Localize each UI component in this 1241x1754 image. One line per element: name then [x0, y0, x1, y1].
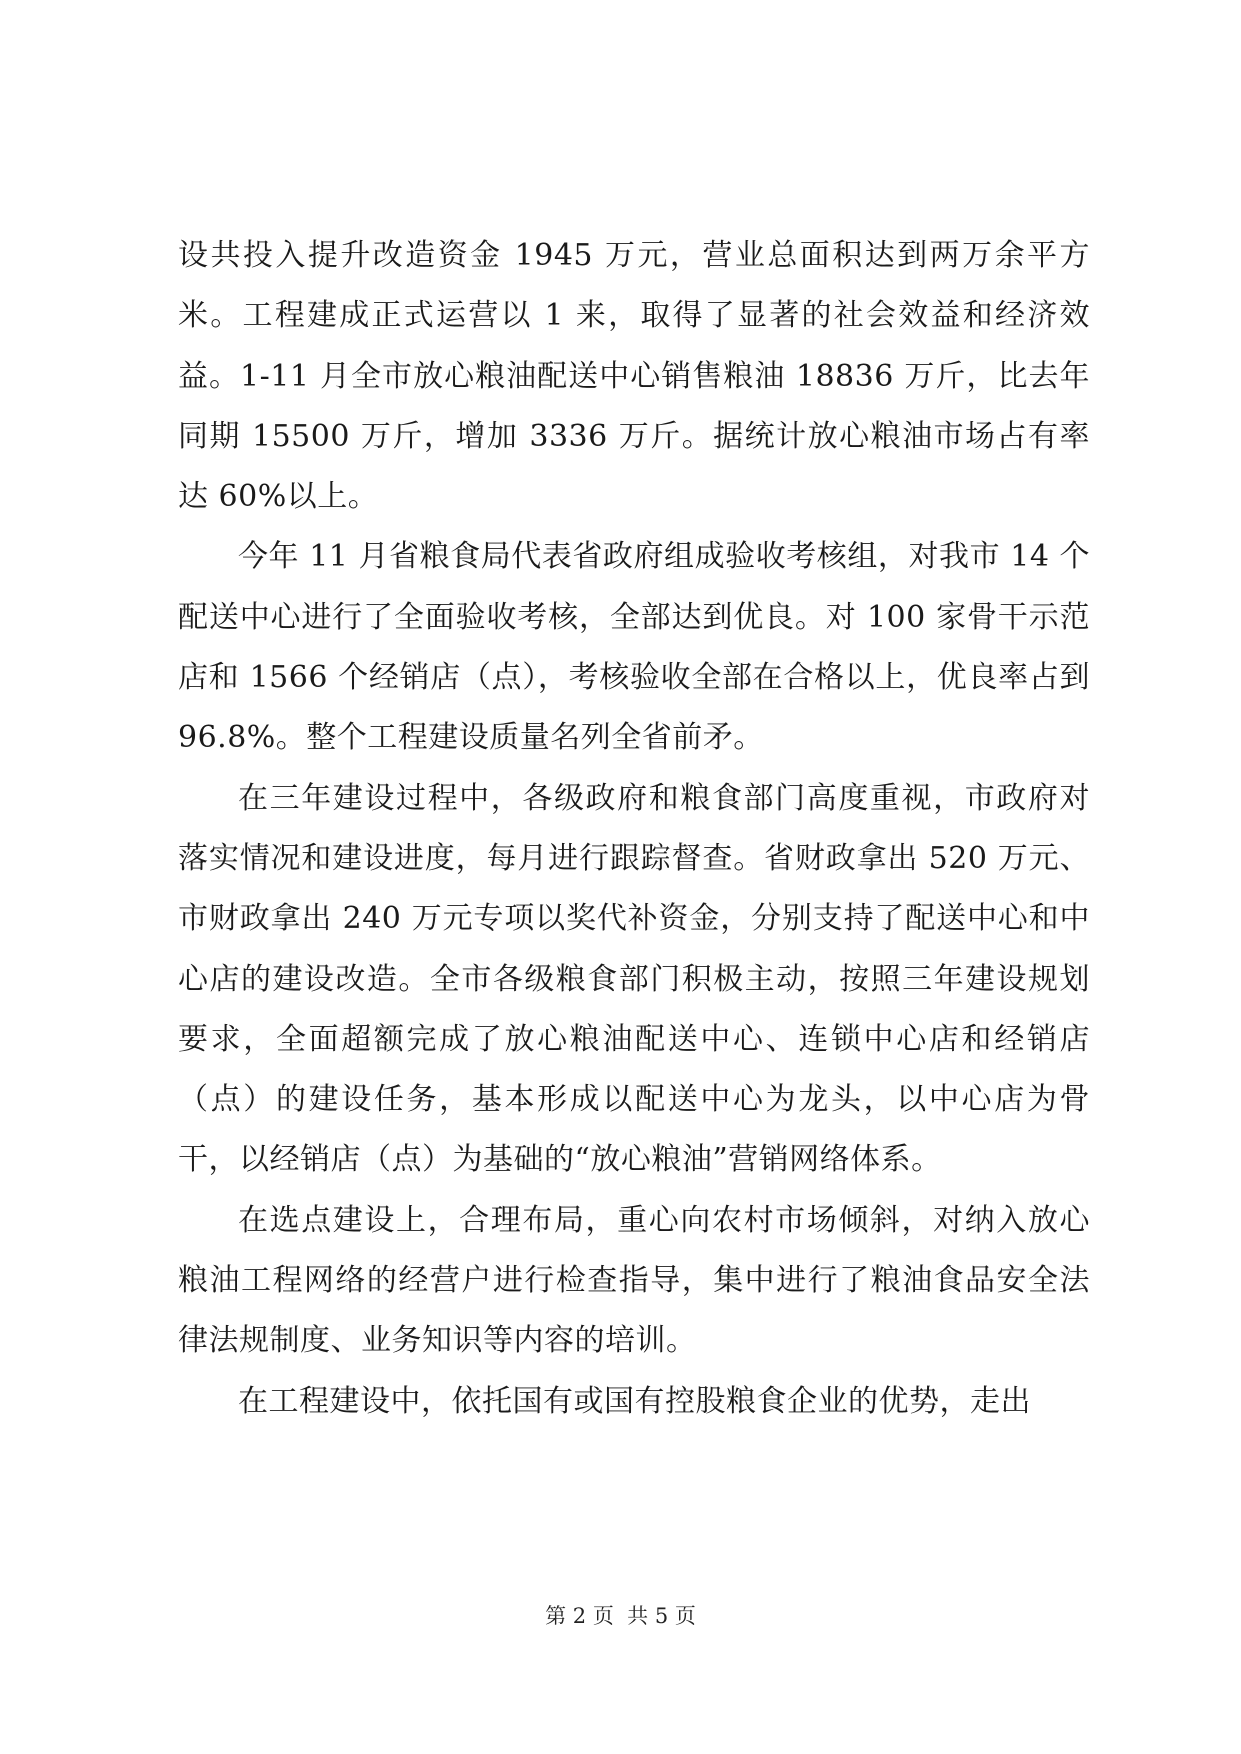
paragraph-acceptance-review: 今年 11 月省粮食局代表省政府组成验收考核组，对我市 14 个配送中心进行了全面验收考核，全部达到优良。对 100 家骨干示范店和 1566 个经销店（点），考核验收全部在合格以上，优良率占到 96.8%。整个工程建设质量名列全省前矛。: [178, 539, 1090, 756]
page-footer: [0, 1600, 1241, 1630]
paragraph-project-construction: 在工程建设中，依托国有或国有控股粮食企业的优势，走出: [238, 1383, 1031, 1419]
paragraph-continuation: 设共投入提升改造资金 1945 万元，营业总面积达到两万余平方米。工程建成正式运营以 1 来，取得了显著的社会效益和经济效益。1-11 月全市放心粮油配送中心销售粮油 18836 万斤，比去年同期 15500 万斤，增加 3336 万斤。据统计放心粮油市场占有率达 60%以上。: [178, 238, 1090, 515]
page-number: 第 2 页 共 5 页: [545, 1604, 696, 1628]
document-body: [178, 226, 1090, 1432]
paragraph-site-selection: 在选点建设上，合理布局，重心向农村市场倾斜，对纳入放心粮油工程网络的经营户进行检查指导，集中进行了粮油食品安全法律法规制度、业务知识等内容的培训。: [178, 1202, 1090, 1359]
paragraph-construction-process: 在三年建设过程中，各级政府和粮食部门高度重视，市政府对落实情况和建设进度，每月进行跟踪督查。省财政拿出 520 万元、市财政拿出 240 万元专项以奖代补资金，分别支持了配送中心和中心店的建设改造。全市各级粮食部门积极主动，按照三年建设规划要求，全面超额完成了放心粮油配送中心、连锁中心店和经销店（点）的建设任务，基本形成以配送中心为龙头，以中心店为骨干，以经销店（点）为基础的“放心粮油”营销网络体系。: [178, 780, 1090, 1178]
